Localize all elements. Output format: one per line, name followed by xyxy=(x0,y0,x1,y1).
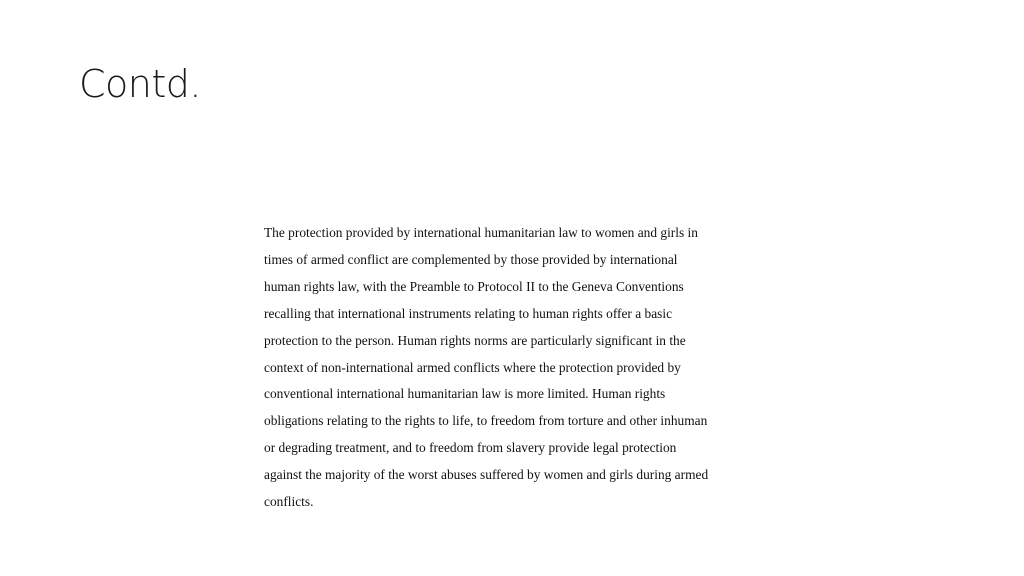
body-line: conflicts. xyxy=(264,494,314,510)
body-line: against the majority of the worst abuses suffered by women and girls during armed xyxy=(264,467,709,483)
body-line: recalling that international instruments relating to human rights offer a basic xyxy=(264,305,673,321)
body-line: protection to the person. Human rights norms are particularly significant in the xyxy=(264,332,686,348)
body-line: obligations relating to the rights to life, to freedom from torture and other inhuman xyxy=(264,413,708,429)
body-line: conventional international humanitarian law is more limited. Human rights xyxy=(264,386,666,402)
body-line: times of armed conflict are complemented by those provided by international xyxy=(264,251,678,267)
body-line: or degrading treatment, and to freedom from slavery provide legal protection xyxy=(264,440,677,456)
body-line: The protection provided by international humanitarian law to women and girls in xyxy=(264,225,698,240)
body-line: context of non-international armed conflicts where the protection provided by xyxy=(264,359,681,375)
body-paragraph xyxy=(264,220,764,516)
body-line: human rights law, with the Preamble to Protocol II to the Geneva Conventions xyxy=(264,278,684,294)
slide-title: Contd. xyxy=(79,62,201,106)
